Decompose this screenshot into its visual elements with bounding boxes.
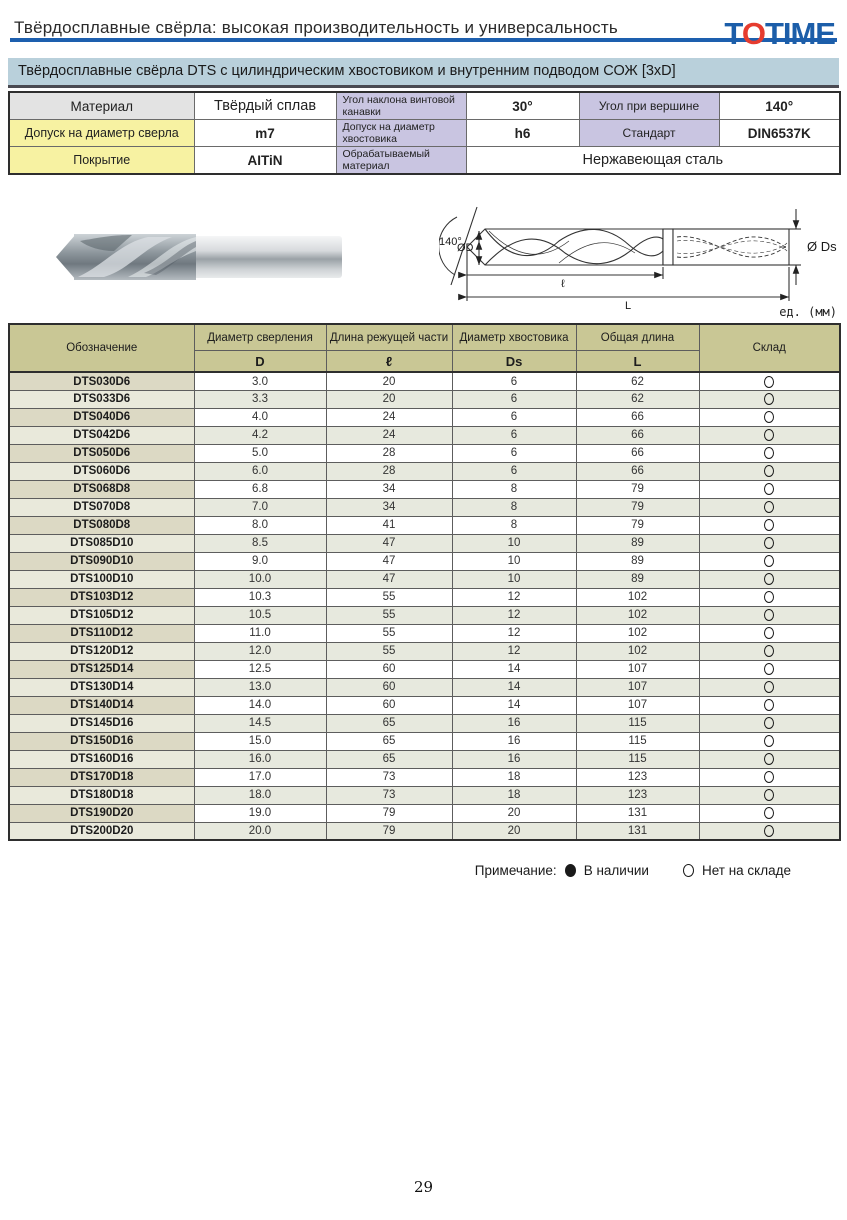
workpiece-label: Обрабатываемый материал: [336, 147, 466, 175]
out-of-stock-icon: [764, 393, 774, 405]
table-row: [9, 714, 840, 732]
stock-cell: [699, 390, 840, 408]
col-designation: Обозначение: [9, 324, 194, 372]
designation-cell: DTS033D6: [9, 390, 194, 408]
shank-diameter-cell: 14: [452, 696, 576, 714]
shank-diameter-cell: 14: [452, 660, 576, 678]
shank-diameter-cell: 6: [452, 390, 576, 408]
drill-diameter-cell: 4.2: [194, 426, 326, 444]
shank-diameter-cell: 6: [452, 408, 576, 426]
out-of-stock-icon: [764, 789, 774, 801]
shank-diameter-cell: 12: [452, 642, 576, 660]
out-of-stock-icon: [764, 717, 774, 729]
drill-table: [8, 323, 841, 841]
total-length-cell: 79: [576, 516, 699, 534]
table-row: [9, 768, 840, 786]
point-angle-label: Угол при вершине: [579, 92, 719, 120]
designation-cell: DTS130D14: [9, 678, 194, 696]
drill-diameter-cell: 3.0: [194, 372, 326, 390]
cutting-length-cell: 60: [326, 678, 452, 696]
total-length-cell: 79: [576, 498, 699, 516]
drill-diameter-cell: 10.0: [194, 570, 326, 588]
table-row: [9, 498, 840, 516]
helix-angle-label: Угол наклона винтовой канавки: [336, 92, 466, 120]
out-of-stock-icon: [764, 429, 774, 441]
table-row: [9, 660, 840, 678]
drill-diameter-cell: 13.0: [194, 678, 326, 696]
drill-diameter-cell: 16.0: [194, 750, 326, 768]
logo-letters-time: TIME: [764, 16, 835, 52]
out-of-stock-icon: [764, 663, 774, 675]
cutting-length-cell: 28: [326, 462, 452, 480]
out-of-stock-icon: [764, 411, 774, 423]
total-length-cell: 79: [576, 480, 699, 498]
stock-cell: [699, 534, 840, 552]
table-row: [9, 588, 840, 606]
stock-cell: [699, 822, 840, 840]
cutting-length-cell: 55: [326, 588, 452, 606]
drill-diameter-cell: 3.3: [194, 390, 326, 408]
table-row: [9, 408, 840, 426]
drill-diameter-cell: 18.0: [194, 786, 326, 804]
brand-logo: [724, 16, 837, 52]
designation-cell: DTS150D16: [9, 732, 194, 750]
cutting-length-cell: 47: [326, 552, 452, 570]
table-row: [9, 624, 840, 642]
in-stock-icon: [565, 864, 576, 877]
table-row: [9, 804, 840, 822]
out-of-stock-icon: [764, 483, 774, 495]
total-length-cell: 123: [576, 768, 699, 786]
out-of-stock-icon: [764, 376, 774, 388]
out-of-stock-icon: [764, 537, 774, 549]
cutting-length-cell: 34: [326, 480, 452, 498]
designation-cell: DTS190D20: [9, 804, 194, 822]
drill-diameter-cell: 11.0: [194, 624, 326, 642]
total-length-cell: 66: [576, 462, 699, 480]
stock-cell: [699, 678, 840, 696]
total-length-cell: 89: [576, 570, 699, 588]
stock-cell: [699, 804, 840, 822]
out-of-stock-icon: [764, 735, 774, 747]
designation-cell: DTS068D8: [9, 480, 194, 498]
cutting-length-cell: 20: [326, 390, 452, 408]
shank-diameter-cell: 8: [452, 516, 576, 534]
drill-diameter-cell: 12.0: [194, 642, 326, 660]
total-length-cell: 62: [576, 372, 699, 390]
shank-diameter-cell: 6: [452, 444, 576, 462]
sym-drill-diameter: D: [194, 350, 326, 372]
diagram-shank-dia-label: Ø Ds: [807, 239, 837, 255]
stock-cell: [699, 750, 840, 768]
shank-diameter-cell: 10: [452, 534, 576, 552]
total-length-cell: 115: [576, 750, 699, 768]
cutting-length-cell: 28: [326, 444, 452, 462]
helix-angle-value: 30°: [466, 92, 579, 120]
shank-diameter-cell: 10: [452, 570, 576, 588]
out-of-stock-icon: [764, 645, 774, 657]
designation-cell: DTS105D12: [9, 606, 194, 624]
table-row: [9, 444, 840, 462]
table-row: [9, 642, 840, 660]
total-length-cell: 89: [576, 534, 699, 552]
total-length-cell: 66: [576, 426, 699, 444]
shank-diameter-cell: 20: [452, 822, 576, 840]
drill-diameter-cell: 8.0: [194, 516, 326, 534]
out-of-stock-icon: [683, 864, 694, 877]
figures-row: [8, 201, 839, 313]
drill-diameter-cell: 4.0: [194, 408, 326, 426]
cutting-length-cell: 79: [326, 804, 452, 822]
stock-cell: [699, 444, 840, 462]
drill-diagram: [439, 201, 839, 313]
diagram-angle-label: 140°: [439, 236, 462, 249]
stock-cell: [699, 552, 840, 570]
drill-diameter-cell: 6.8: [194, 480, 326, 498]
shank-diameter-cell: 16: [452, 732, 576, 750]
page-header: [10, 0, 837, 52]
drill-diameter-cell: 5.0: [194, 444, 326, 462]
coating-value: AITiN: [194, 147, 336, 175]
cutting-length-cell: 24: [326, 426, 452, 444]
stock-cell: [699, 624, 840, 642]
designation-cell: DTS160D16: [9, 750, 194, 768]
drill-diameter-cell: 10.5: [194, 606, 326, 624]
stock-cell: [699, 426, 840, 444]
stock-cell: [699, 498, 840, 516]
standard-value: DIN6537K: [719, 120, 840, 147]
designation-cell: DTS170D18: [9, 768, 194, 786]
cutting-length-cell: 55: [326, 624, 452, 642]
designation-cell: DTS042D6: [9, 426, 194, 444]
shank-diameter-cell: 10: [452, 552, 576, 570]
legend-out-of-stock: Нет на складе: [701, 863, 791, 879]
cutting-length-cell: 73: [326, 786, 452, 804]
shank-diameter-cell: 12: [452, 588, 576, 606]
shank-diameter-cell: 20: [452, 804, 576, 822]
table-row: [9, 462, 840, 480]
table-row: [9, 822, 840, 840]
shank-diameter-cell: 6: [452, 462, 576, 480]
sym-shank-diameter: Ds: [452, 350, 576, 372]
col-drill-diameter: Диаметр сверления: [194, 324, 326, 350]
total-length-cell: 89: [576, 552, 699, 570]
cutting-length-cell: 24: [326, 408, 452, 426]
designation-cell: DTS140D14: [9, 696, 194, 714]
stock-cell: [699, 768, 840, 786]
drill-table-body: [9, 372, 840, 840]
table-row: [9, 390, 840, 408]
drill-diameter-cell: 20.0: [194, 822, 326, 840]
unit-note: ед. (мм): [779, 305, 837, 320]
page-title: Твёрдосплавные свёрла: высокая производительность и универсальность: [14, 18, 618, 37]
out-of-stock-icon: [764, 825, 774, 837]
cutting-length-cell: 60: [326, 696, 452, 714]
table-row: [9, 480, 840, 498]
stock-cell: [699, 606, 840, 624]
designation-cell: DTS085D10: [9, 534, 194, 552]
designation-cell: DTS070D8: [9, 498, 194, 516]
designation-cell: DTS090D10: [9, 552, 194, 570]
drill-diameter-cell: 14.5: [194, 714, 326, 732]
stock-cell: [699, 660, 840, 678]
cutting-length-cell: 34: [326, 498, 452, 516]
drill-diameter-cell: 12.5: [194, 660, 326, 678]
drill-diameter-cell: 9.0: [194, 552, 326, 570]
spec-table: [8, 91, 841, 175]
standard-label: Стандарт: [579, 120, 719, 147]
stock-cell: [699, 480, 840, 498]
table-row: [9, 516, 840, 534]
total-length-cell: 107: [576, 696, 699, 714]
out-of-stock-icon: [764, 699, 774, 711]
drill-diameter-cell: 14.0: [194, 696, 326, 714]
designation-cell: DTS040D6: [9, 408, 194, 426]
shank-diameter-cell: 18: [452, 768, 576, 786]
shank-diameter-cell: 14: [452, 678, 576, 696]
table-row: [9, 696, 840, 714]
out-of-stock-icon: [764, 609, 774, 621]
designation-cell: DTS180D18: [9, 786, 194, 804]
stock-cell: [699, 372, 840, 390]
stock-cell: [699, 732, 840, 750]
cutting-length-cell: 60: [326, 660, 452, 678]
drill-diameter-cell: 6.0: [194, 462, 326, 480]
shank-diameter-cell: 6: [452, 372, 576, 390]
legend-label: Примечание:: [474, 863, 557, 879]
designation-cell: DTS103D12: [9, 588, 194, 606]
total-length-cell: 102: [576, 642, 699, 660]
out-of-stock-icon: [764, 465, 774, 477]
out-of-stock-icon: [764, 447, 774, 459]
stock-cell: [699, 696, 840, 714]
designation-cell: DTS145D16: [9, 714, 194, 732]
table-row: [9, 534, 840, 552]
cutting-length-cell: 65: [326, 750, 452, 768]
sym-cutting-length: ℓ: [326, 350, 452, 372]
out-of-stock-icon: [764, 771, 774, 783]
drill-tolerance-value: m7: [194, 120, 336, 147]
stock-cell: [699, 408, 840, 426]
cutting-length-cell: 73: [326, 768, 452, 786]
diagram-total-length-label: L: [625, 300, 632, 313]
cutting-length-cell: 55: [326, 606, 452, 624]
total-length-cell: 115: [576, 732, 699, 750]
drill-diameter-cell: 17.0: [194, 768, 326, 786]
drill-diameter-cell: 8.5: [194, 534, 326, 552]
section-title-bar: Твёрдосплавные свёрла DTS с цилиндрическим хвостовиком и внутренним подводом СОЖ [3xD]: [8, 58, 839, 88]
cutting-length-cell: 20: [326, 372, 452, 390]
designation-cell: DTS050D6: [9, 444, 194, 462]
cutting-length-cell: 79: [326, 822, 452, 840]
col-shank-diameter: Диаметр хвостовика: [452, 324, 576, 350]
stock-cell: [699, 570, 840, 588]
workpiece-value: Нержавеющая сталь: [466, 147, 840, 175]
cutting-length-cell: 41: [326, 516, 452, 534]
designation-cell: DTS120D12: [9, 642, 194, 660]
cutting-length-cell: 47: [326, 570, 452, 588]
stock-cell: [699, 588, 840, 606]
cutting-length-cell: 65: [326, 732, 452, 750]
shank-diameter-cell: 8: [452, 480, 576, 498]
total-length-cell: 107: [576, 660, 699, 678]
total-length-cell: 66: [576, 444, 699, 462]
drill-tolerance-label: Допуск на диаметр сверла: [9, 120, 194, 147]
material-value: Твёрдый сплав: [194, 92, 336, 120]
shank-diameter-cell: 16: [452, 714, 576, 732]
out-of-stock-icon: [764, 753, 774, 765]
total-length-cell: 102: [576, 624, 699, 642]
table-row: [9, 750, 840, 768]
drill-diameter-cell: 7.0: [194, 498, 326, 516]
logo-letter-o: O: [741, 16, 765, 52]
total-length-cell: 102: [576, 606, 699, 624]
cutting-length-cell: 65: [326, 714, 452, 732]
designation-cell: DTS080D8: [9, 516, 194, 534]
shank-diameter-cell: 8: [452, 498, 576, 516]
total-length-cell: 66: [576, 408, 699, 426]
total-length-cell: 115: [576, 714, 699, 732]
page-number: 29: [413, 1178, 434, 1196]
out-of-stock-icon: [764, 681, 774, 693]
designation-cell: DTS200D20: [9, 822, 194, 840]
out-of-stock-icon: [764, 591, 774, 603]
total-length-cell: 131: [576, 822, 699, 840]
out-of-stock-icon: [764, 573, 774, 585]
diagram-dia-label: ØD: [457, 242, 474, 255]
drill-diameter-cell: 10.3: [194, 588, 326, 606]
out-of-stock-icon: [764, 807, 774, 819]
total-length-cell: 131: [576, 804, 699, 822]
table-row: [9, 372, 840, 390]
stock-cell: [699, 516, 840, 534]
total-length-cell: 107: [576, 678, 699, 696]
drill-table-header: [9, 324, 840, 372]
table-row: [9, 570, 840, 588]
col-stock: Склад: [699, 324, 840, 372]
table-row: [9, 678, 840, 696]
shank-tolerance-value: h6: [466, 120, 579, 147]
diagram-cut-length-label: ℓ: [561, 278, 565, 291]
shank-diameter-cell: 16: [452, 750, 576, 768]
designation-cell: DTS060D6: [9, 462, 194, 480]
shank-diameter-cell: 12: [452, 624, 576, 642]
coating-label: Покрытие: [9, 147, 194, 175]
designation-cell: DTS125D14: [9, 660, 194, 678]
table-row: [9, 552, 840, 570]
shank-diameter-cell: 12: [452, 606, 576, 624]
table-row: [9, 732, 840, 750]
drill-photo: [44, 207, 349, 307]
stock-cell: [699, 642, 840, 660]
shank-tolerance-label: Допуск на диаметр хвостовика: [336, 120, 466, 147]
total-length-cell: 62: [576, 390, 699, 408]
table-row: [9, 606, 840, 624]
drill-diameter-cell: 15.0: [194, 732, 326, 750]
out-of-stock-icon: [764, 519, 774, 531]
stock-cell: [699, 786, 840, 804]
stock-cell: [699, 714, 840, 732]
table-row: [9, 786, 840, 804]
designation-cell: DTS030D6: [9, 372, 194, 390]
drill-diameter-cell: 19.0: [194, 804, 326, 822]
material-label: Материал: [9, 92, 194, 120]
stock-legend: [8, 863, 839, 878]
logo-letter-t: T: [724, 16, 742, 52]
shank-diameter-cell: 18: [452, 786, 576, 804]
table-row: [9, 426, 840, 444]
point-angle-value: 140°: [719, 92, 840, 120]
sym-total-length: L: [576, 350, 699, 372]
out-of-stock-icon: [764, 501, 774, 513]
legend-in-stock: В наличии: [583, 863, 649, 879]
total-length-cell: 102: [576, 588, 699, 606]
out-of-stock-icon: [764, 627, 774, 639]
out-of-stock-icon: [764, 555, 774, 567]
shank-diameter-cell: 6: [452, 426, 576, 444]
col-cutting-length: Длина режущей части: [326, 324, 452, 350]
col-total-length: Общая длина: [576, 324, 699, 350]
cutting-length-cell: 55: [326, 642, 452, 660]
stock-cell: [699, 462, 840, 480]
designation-cell: DTS100D10: [9, 570, 194, 588]
cutting-length-cell: 47: [326, 534, 452, 552]
designation-cell: DTS110D12: [9, 624, 194, 642]
total-length-cell: 123: [576, 786, 699, 804]
